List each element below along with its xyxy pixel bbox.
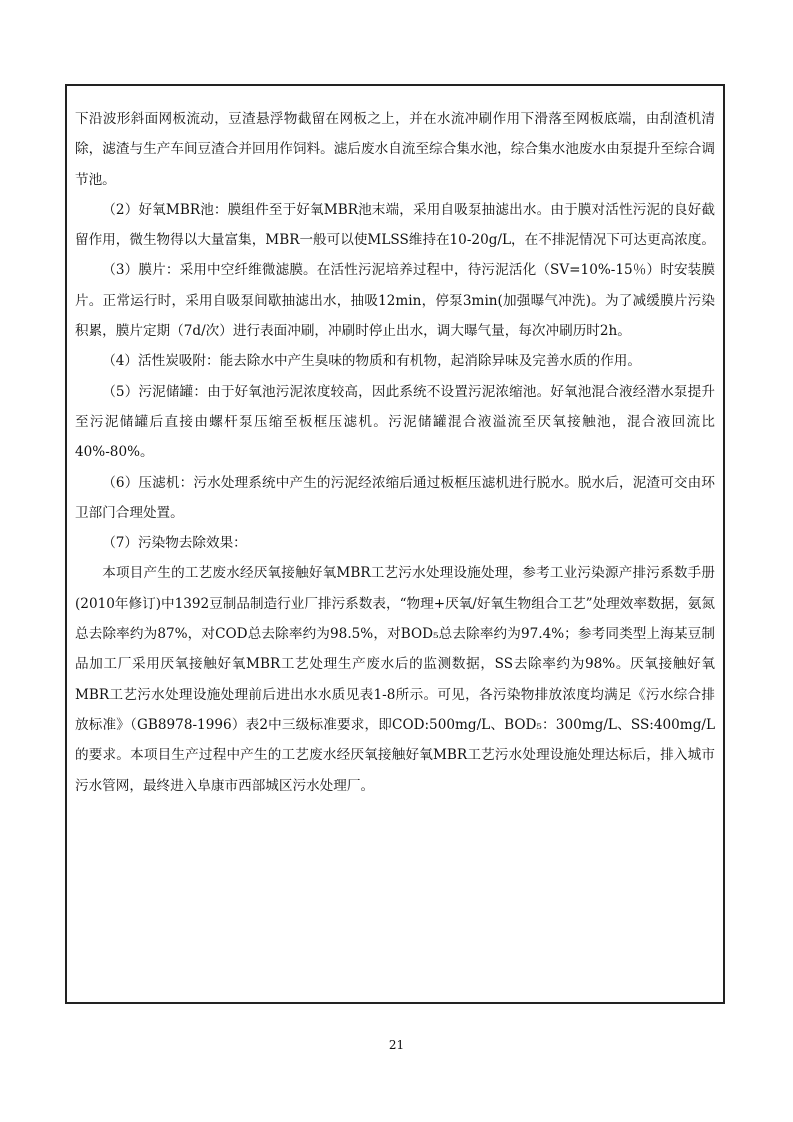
content-frame	[65, 84, 725, 1004]
paragraph-activated-carbon: （4）活性炭吸附：能去除水中产生臭味的物质和有机物，起消除异味及完善水质的作用。	[102, 353, 641, 370]
paragraph-sludge-tank: （5）污泥储罐：由于好氧池污泥浓度较高，因此系统不设置污泥浓缩池。好氧池混合液经潜水泵提升至污泥储罐后直接由螺杆泵压缩至板框压滤机。污泥储罐混合液溢流至厌氧接触池，混合液回流比40%-80%。	[75, 383, 715, 461]
body-text	[75, 104, 715, 801]
paragraph-continuation: 下沿波形斜面网板流动，豆渣悬浮物截留在网板之上，并在水流冲刷作用下滑落至网板底端，由刮渣机清除，滤渣与生产车间豆渣合并回用作饲料。滤后废水自流至综合集水池，综合集水池废水由泵提升至综合调节池。	[75, 111, 715, 188]
paragraph-removal-heading: （7）污染物去除效果：	[102, 535, 247, 552]
paragraph-membrane: （3）膜片：采用中空纤维微滤膜。在活性污泥培养过程中，待污泥活化（SV=10%-15％）时安装膜片。正常运行时，采用自吸泵间歇抽滤出水，抽吸12min，停泵3min(加强曝气冲洗)。为了减缓膜片污染积累，膜片定期（7d/次）进行表面冲刷，冲刷时停止出水，调大曝气量，每次冲刷历时2h。	[75, 262, 715, 340]
paragraph-mbr-tank: （2）好氧MBR池：膜组件至于好氧MBR池末端，采用自吸泵抽滤出水。由于膜对活性污泥的良好截留作用，微生物得以大量富集，MBR一般可以使MLSS维持在10-20g/L，在不排泥情况下可达更高浓度。	[75, 201, 715, 249]
paragraph-filter-press: （6）压滤机：污水处理系统中产生的污泥经浓缩后通过板框压滤机进行脱水。脱水后，泥渣可交由环卫部门合理处置。	[75, 474, 715, 521]
paragraph-removal-effect: 本项目产生的工艺废水经厌氧接触好氧MBR工艺污水处理设施处理，参考工业污染源产排污系数手册(2010年修订)中1392豆制品制造行业厂排污系数表，“物理+厌氧/好氧生物组合工艺”处理效率数据，氨氮总去除率约为87%，对COD总去除率约为98.5%，对BOD₅总去除率约为97.4%；参考同类型上海某豆制品加工厂采用厌氧接触好氧MBR工艺处理生产废水后的监测数据，SS去除率约为98%。厌氧接触好氧MBR工艺污水处理设施处理前后进出水水质见表1-8所示。可见，各污染物排放浓度均满足《污水综合排放标准》（GB8978-1996）表2中三级标准要求，即COD:500mg/L、BOD₅：300mg/L、SS:400mg/L的要求。本项目生产过程中产生的工艺废水经厌氧接触好氧MBR工艺污水处理设施处理达标后，排入城市污水管网，最终进入阜康市西部城区污水处理厂。	[75, 565, 715, 794]
page-number: 21	[388, 1038, 405, 1052]
